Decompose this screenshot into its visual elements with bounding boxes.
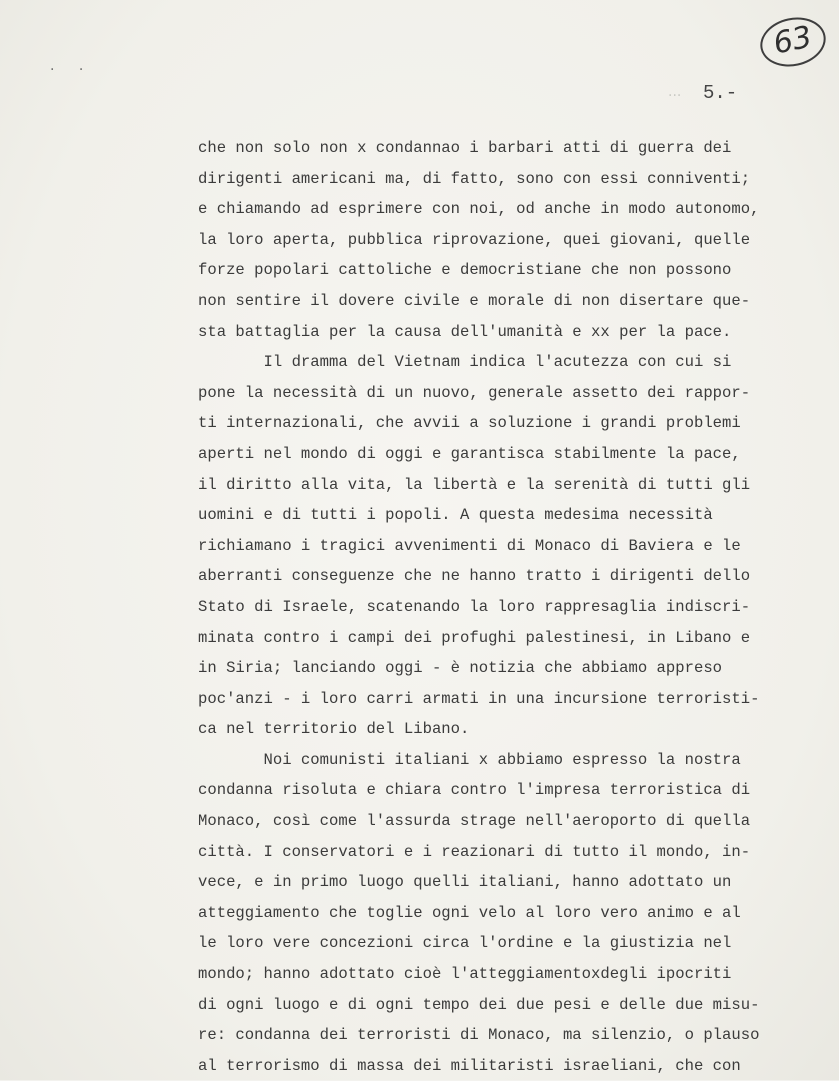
text-line: Monaco, così come l'assurda strage nell'aeroporto di quella (198, 812, 751, 831)
page-number: 5.- (703, 82, 738, 104)
text-line: sta battaglia per la causa dell'umanità e xx per la pace. (198, 322, 732, 341)
text-line: uomini e di tutti i popoli. A questa medesima necessità (198, 506, 713, 525)
text-line: in Siria; lanciando oggi - è notizia che abbiamo appreso (198, 659, 723, 678)
text-line: condanna risoluta e chiara contro l'impresa terroristica di (198, 781, 751, 800)
text-line: città. I conservatori e i reazionari di tutto il mondo, in- (198, 842, 751, 861)
body-text (198, 133, 818, 1081)
text-line: ti internazionali, che avvii a soluzione i grandi problemi (198, 414, 741, 433)
text-line: richiamano i tragici avvenimenti di Monaco di Baviera e le (198, 536, 741, 555)
text-line: mondo; hanno adottato cioè l'atteggiamentoxdegli ipocriti (198, 965, 732, 984)
text-line: Il dramma del Vietnam indica l'acutezza con cui si (198, 353, 732, 372)
text-line: poc'anzi - i loro carri armati in una incursione terroristi- (198, 689, 760, 708)
text-line: e chiamando ad esprimere con noi, od anche in modo autonomo, (198, 200, 760, 219)
text-line: aperti nel mondo di oggi e garantisca stabilmente la pace, (198, 444, 741, 463)
text-line: che non solo non x condannao i barbari atti di guerra dei (198, 139, 732, 157)
margin-marks: . . (50, 58, 94, 74)
text-line: la loro aperta, pubblica riprovazione, quei giovani, quelle (198, 230, 751, 249)
text-line: le loro vere concezioni circa l'ordine e la giustizia nel (198, 934, 732, 953)
text-line: al terrorismo di massa dei militaristi israeliani, che con (198, 1056, 741, 1075)
text-line: di ogni luogo e di ogni tempo dei due pesi e delle due misu- (198, 995, 760, 1014)
text-line: atteggiamento che toglie ogni velo al loro vero animo e al (198, 903, 741, 922)
text-line: dirigenti americani ma, di fatto, sono con essi conniventi; (198, 169, 751, 188)
archive-number-stamp: 63 (756, 12, 831, 73)
text-line: il diritto alla vita, la libertà e la serenità di tutti gli (198, 475, 751, 494)
text-line: non sentire il dovere civile e morale di non disertare que- (198, 291, 751, 310)
text-line: Stato di Israele, scatenando la loro rappresaglia indiscri- (198, 597, 751, 616)
text-line: pone la necessità di un nuovo, generale assetto dei rappor- (198, 383, 751, 402)
faint-pencil-mark: ··· (668, 88, 682, 104)
text-line: forze popolari cattoliche e democristiane che non possono (198, 261, 732, 280)
text-line: vece, e in primo luogo quelli italiani, hanno adottato un (198, 873, 732, 892)
text-line: aberranti conseguenze che ne hanno tratto i dirigenti dello (198, 567, 751, 586)
text-line: ca nel territorio del Libano. (198, 720, 470, 739)
text-line: minata contro i campi dei profughi palestinesi, in Libano e (198, 628, 751, 647)
text-line: Noi comunisti italiani x abbiamo espresso la nostra (198, 750, 741, 769)
text-line: re: condanna dei terroristi di Monaco, ma silenzio, o plauso (198, 1026, 760, 1045)
